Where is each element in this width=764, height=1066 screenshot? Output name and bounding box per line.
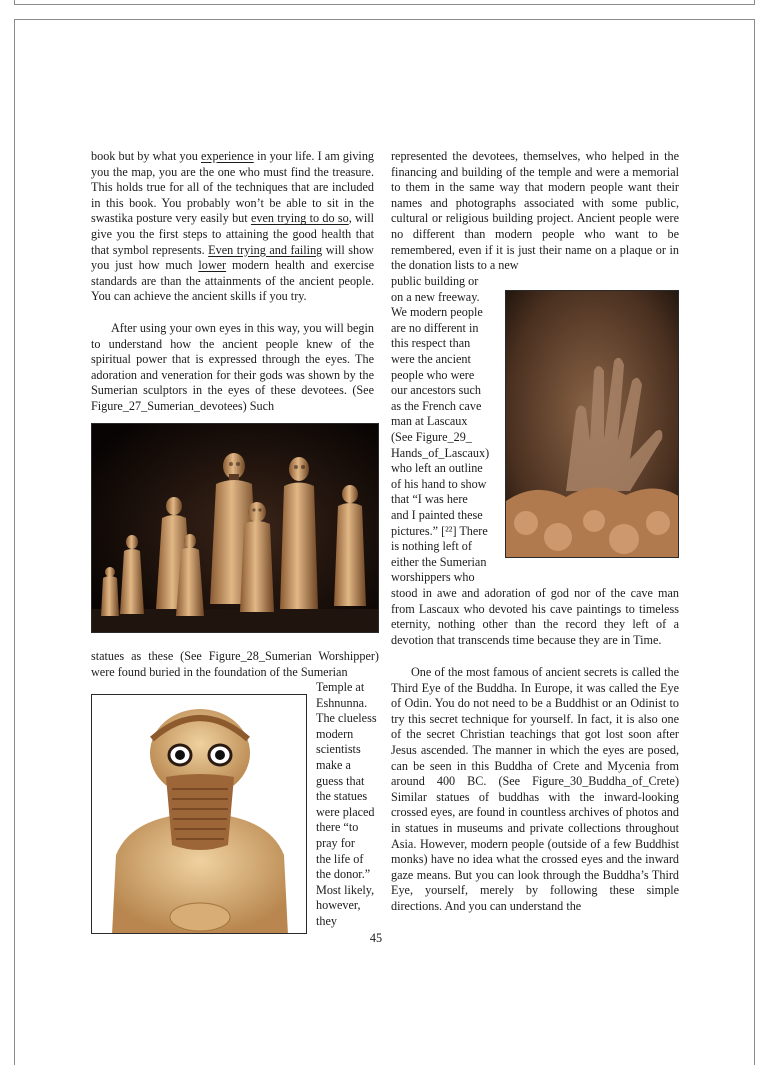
left-wrap-text: Temple at Eshnunna. The clueless modern scientists make a guess that the statues were placed there “to pray for the life of the donor.” Most likely, however, they bbox=[316, 680, 377, 928]
right-paragraph-2: One of the most famous of ancient secrets is called the Third Eye of the Buddha. In Europe, it was called the Eye of Odin. You do not need to be a Buddhist or an Odinist to try this secret technique for yourself. In fact, it is also one of the secret Christian teachings that got lost soon after Jesus ascended. The manner in which the eyes are posed, can be seen in this Buddha of Crete and Mycenia from around 400 BC. (See Figure_30_Buddha_of_Crete) Similar statues of buddhas with the inward-looking crossed eyes, are found in countless archives of photos and in statues in museums and private collections throughout Asia. However, modern people (outside of a few Buddhist monks) have no idea what the crossed eyes and the inward gaze means. But you can look through the Buddha’s Third Eye, yourself, merely by following these simple directions. And you can understand the bbox=[391, 665, 679, 913]
right-paragraph-1: represented the devotees, themselves, who helped in the financing and building of the temple and were a memorial to them in the same way that modern people want their names and photographs associated with some public, cultural or religious building project. Ancient people were no different than modern people who want to be remembered, even if it is just their name on a plaque or in the donation lists to a new bbox=[391, 149, 679, 273]
lascaux-hand-image bbox=[506, 291, 679, 558]
sumerian-worshipper-image bbox=[92, 695, 307, 934]
link-experience: experience bbox=[200, 149, 254, 163]
link-lower: lower bbox=[198, 258, 227, 273]
sumerian-devotees-image bbox=[92, 424, 379, 633]
left-paragraph-1: book but by what you experience in your life. I am giving you the map, you are the one who must find the treasure. This holds true for all of the techniques that are included in this book. You probably won’t be able to sit in the swastika posture very easily but even trying to do so, will give you the first steps to attaining the good health that that symbol represents. Even trying and failing will show you just how much lower modern health and exercise standards are than the attainments of the ancient people. You can achieve the ancient skills if you try. bbox=[91, 149, 375, 304]
sumerian-worshipper-photo bbox=[91, 694, 307, 934]
page-number: 45 bbox=[369, 931, 383, 945]
lascaux-hand-photo bbox=[505, 290, 679, 558]
link-trying-and-failing: Even trying and failing bbox=[208, 242, 323, 257]
link-even-trying: even trying to do so bbox=[250, 211, 349, 226]
previous-page-edge bbox=[14, 0, 755, 5]
right-wrap-text: public building or on a new freeway. We modern people are no different in this respect than were the ancient people who were our ancestors such as the French cave man at Lascaux (See Figure_29_ Hands_of_Lascaux) who left an outline of his hand to show that “I was here and I painted these pictures.” [²²] There is nothing left of either the Sumerian worshippers who bbox=[391, 274, 490, 585]
left-paragraph-3: statues as these (See Figure_28_Sumerian Worshipper) were found buried in the foundation of the Sumerian bbox=[91, 649, 379, 679]
left-paragraph-2: After using your own eyes in this way, you will begin to understand how the ancient people knew of the spiritual power that is expressed through the eyes. The adoration and veneration for their gods was shown by the Sumerian sculptors in the eyes of these devotees. (See Figure_27_Sumerian_devotees) Such bbox=[91, 321, 374, 413]
sumerian-devotees-photo bbox=[91, 423, 379, 633]
right-paragraph-1-end: stood in awe and adoration of god nor of the cave man from Lascaux who devoted his cave paintings to timeless eternity, nothing other than the record they left of a devotion that transcends time because they are in Time. bbox=[391, 586, 679, 647]
